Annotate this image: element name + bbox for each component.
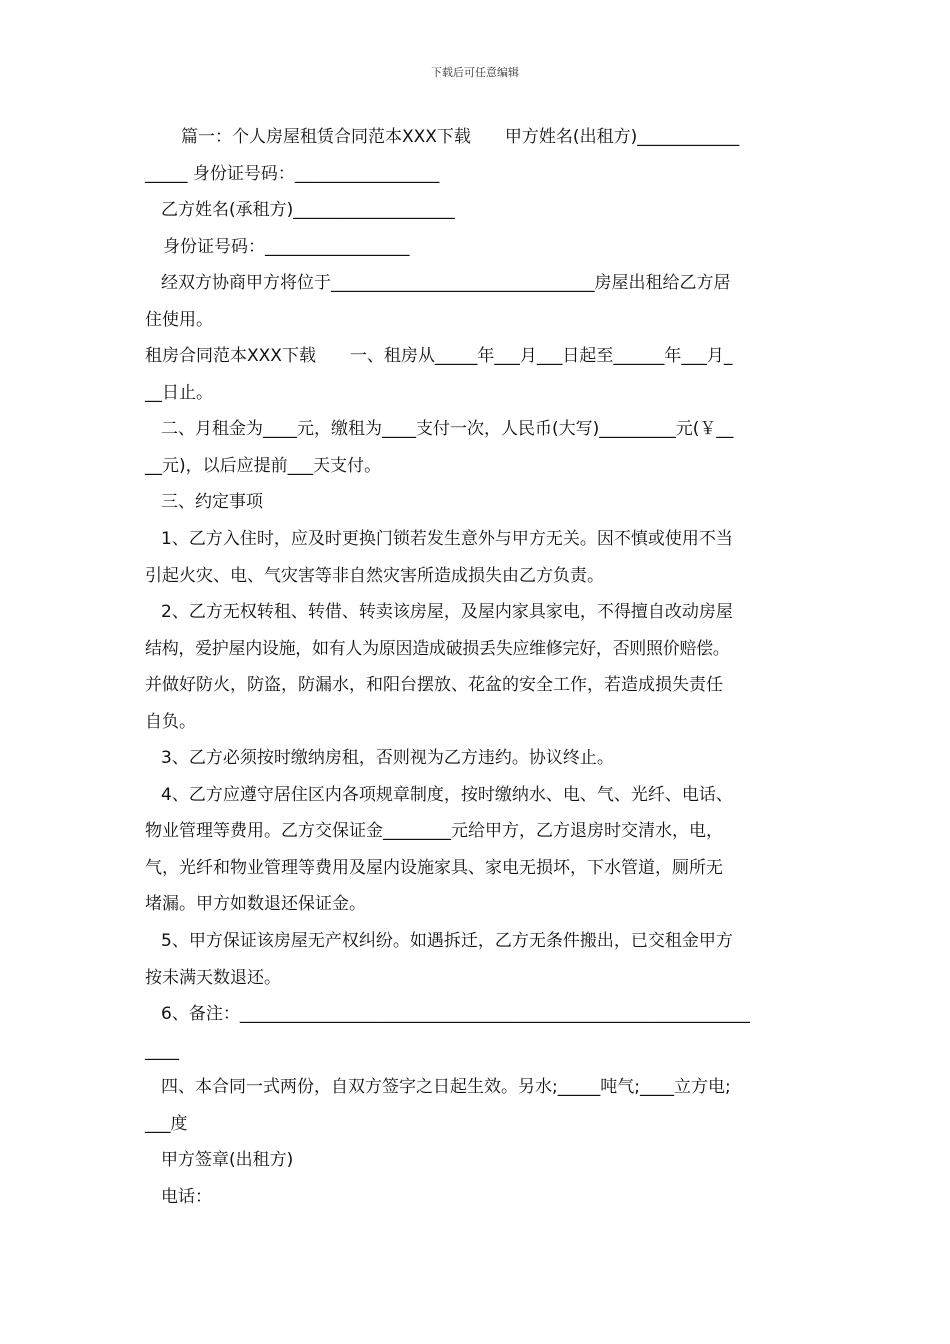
remarks-line: 6、备注：____________________________________________________________ (161, 1004, 750, 1025)
lessor-id-line: _____ 身份证号码：_________________ (145, 163, 440, 184)
clause-1-line: 1、乙方入住时，应及时更换门锁若发生意外与甲方无关。因不慎或使用不当 (161, 529, 733, 550)
property-location-line: 经双方协商甲方将位于_______________________________房屋出租给乙方居 (161, 273, 731, 294)
clause-4-line: 堵漏。甲方如数退还保证金。 (145, 894, 366, 915)
clause-2-line: 2、乙方无权转租、转借、转卖该房屋，及屋内家具家电，不得擅自改动房屋 (161, 602, 733, 623)
clause-4-line: 物业管理等费用。乙方交保证金________元给甲方，乙方退房时交清水，电， (145, 821, 723, 842)
contract-title-line: 篇一：个人房屋租赁合同范本XXX下载 甲方姓名(出租方)____________ (181, 127, 740, 147)
clause-5-line: 5、甲方保证该房屋无产权纠纷。如遇拆迁，乙方无条件搬出，已交租金甲方 (161, 931, 733, 952)
effectiveness-line: 四、本合同一式两份，自双方签字之日起生效。另水;_____吨气;____立方电; (161, 1077, 731, 1098)
rent-line: 二、月租金为____元，缴租为____支付一次，人民币(大写)_________元(￥__ (161, 419, 734, 440)
contract-body (145, 119, 810, 1215)
clause-2-line: 并做好防火，防盗，防漏水，和阳台摆放、花盆的安全工作，若造成损失责任 (145, 675, 723, 696)
clause-2-line: 结构，爱护屋内设施，如有人为原因造成破损丢失应维修完好，否则照价赔偿。 (145, 638, 730, 659)
property-use-line: 住使用。 (145, 309, 213, 330)
lessee-id-line: 身份证号码：_________________ (163, 236, 410, 257)
phone-line: 电话： (161, 1186, 212, 1207)
rent-payment-line: __元)，以后应提前___天支付。 (145, 455, 382, 476)
section-heading: 三、约定事项 (161, 492, 263, 513)
lease-term-line: 租房合同范本XXX下载 一、租房从_____年___月___日起至______年___月_ (145, 346, 733, 367)
lessor-signature-line: 甲方签章(出租方) (161, 1150, 294, 1171)
lease-term-end-line: __日止。 (145, 382, 213, 403)
utilities-line: ___度 (145, 1113, 188, 1134)
remarks-line: ____ (145, 1040, 179, 1061)
page-header: 下载后可任意编辑 (431, 66, 519, 79)
clause-4-line: 4、乙方应遵守居住区内各项规章制度，按时缴纳水、电、气、光纤、电话、 (161, 784, 733, 805)
clause-4-line: 气，光纤和物业管理等费用及屋内设施家具、家电无损坏，下水管道，厕所无 (145, 857, 723, 878)
clause-5-line: 按未满天数退还。 (145, 967, 281, 988)
lessee-name-line: 乙方姓名(承租方)___________________ (161, 200, 455, 221)
clause-3-line: 3、乙方必须按时缴纳房租，否则视为乙方违约。协议终止。 (161, 748, 614, 769)
clause-2-line: 自负。 (145, 711, 196, 732)
clause-1-line: 引起火灾、电、气灾害等非自然灾害所造成损失由乙方负责。 (145, 565, 604, 586)
